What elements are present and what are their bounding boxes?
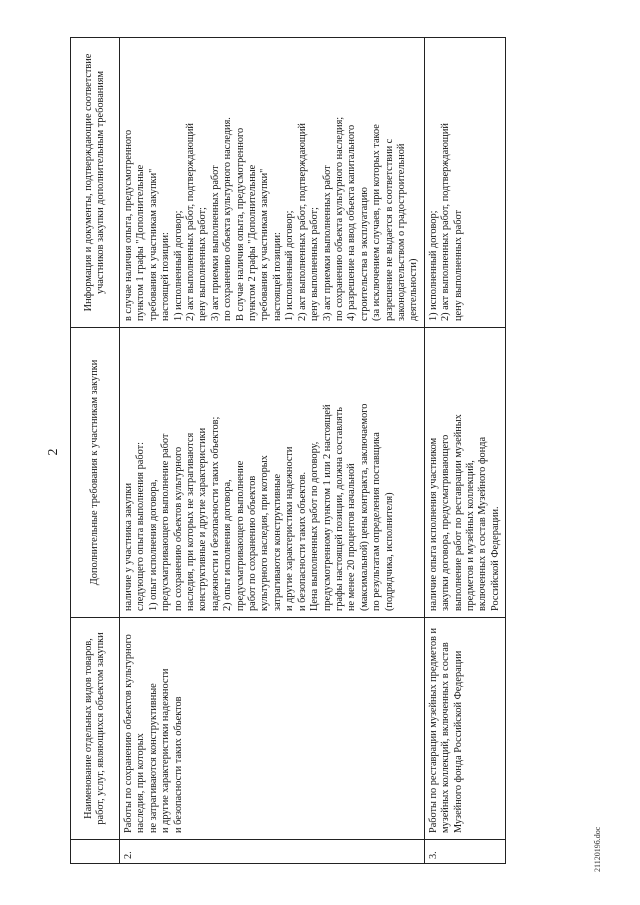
requirements-line: наличие опыта исполнения участником	[427, 437, 439, 611]
requirements-line: графы настоящей позиции, должна составлять	[333, 406, 345, 611]
header-num	[71, 840, 120, 864]
documents-line: законодательством о градостроительной	[395, 143, 407, 321]
table-row	[120, 38, 425, 864]
requirements-line: предусматривающего выполнение	[234, 460, 246, 611]
requirements-line: (подрядчика, исполнителя)	[383, 492, 395, 611]
row-number: 2.	[120, 840, 425, 864]
documents-line: требования к участникам закупки"	[259, 168, 271, 321]
row-number: 3.	[424, 840, 505, 864]
header-documents: Информация и документы, подтверждающие соответствие участников закупки дополнительным требованиям	[71, 38, 120, 328]
documents-line: деятельности)	[408, 258, 420, 321]
header-item-name: Наименование отдельных видов товаров, работ, услуг, являющихся объектом закупки	[71, 618, 120, 840]
requirements-line: наличие у участника закупки	[123, 482, 134, 611]
cell-name	[424, 618, 505, 840]
requirements-line: работ по сохранению объектов	[247, 475, 259, 611]
documents-line: по сохранению объекта культурного наследия.	[222, 117, 234, 321]
name-line: наследия, при которых	[135, 733, 147, 833]
table-header-row	[71, 38, 120, 864]
header-requirements: Дополнительные требования к участникам закупки	[71, 328, 120, 618]
documents-line: цену выполненных работ;	[197, 207, 209, 321]
documents-line: разрешение не выдается в соответствии с	[383, 138, 395, 321]
requirements-line: 2) опыт исполнения договора,	[222, 479, 234, 611]
requirements-line: конструктивные и другие характеристики	[197, 427, 209, 611]
requirements-line: выполнение работ по реставрации музейных	[452, 414, 464, 611]
requirements-line: по сохранению объектов культурного	[172, 446, 184, 611]
name-line: музейных коллекций, включенных в состав	[440, 642, 452, 833]
documents-line: 4) разрешение на ввод объекта капитального	[346, 124, 358, 321]
requirements-line: затрагиваются конструктивные	[271, 473, 283, 611]
name-line: Работы по сохранению объектов культурного	[123, 634, 134, 833]
documents-line: требования к участникам закупки"	[147, 168, 159, 321]
requirements-line: предусматривающего выполнение работ	[160, 433, 172, 611]
rotated-sheet	[40, 32, 600, 872]
requirements-line: 1) опыт исполнения договора,	[147, 479, 159, 611]
documents-line: настоящей позиции:	[271, 232, 283, 321]
requirements-line: надежности и безопасности таких объектов;	[209, 416, 221, 611]
requirements-line: включенных в состав Музейного фонда	[477, 436, 489, 611]
requirements-line: Цена выполненных работ по договору,	[309, 441, 321, 611]
name-line: Работы по реставрации музейных предметов и	[427, 627, 439, 833]
requirements-line: культурного наследия, при которых	[259, 455, 271, 611]
documents-line: цену выполненных работ	[452, 210, 464, 321]
requirements-line: (максимальной) цены контракта, заключаемого	[358, 403, 370, 611]
documents-line: (за исключением случаев, при которых такое	[371, 124, 383, 321]
requirements-line: предметов и музейных коллекций,	[464, 460, 476, 611]
documents-line: 1) исполненный договор;	[284, 210, 296, 321]
documents-line: 1) исполненный договор;	[427, 210, 439, 321]
name-line: не затрагиваются конструктивные	[147, 683, 159, 833]
requirements-line: наследия, при которых не затрагиваются	[185, 432, 197, 611]
requirements-line: не менее 20 процентов начальной	[346, 463, 358, 611]
name-line: и другие характеристики надежности	[160, 668, 172, 833]
requirements-line: закупки договора, предусматривающего	[440, 434, 452, 611]
requirements-line: предусмотренному пунктом 1 или 2 настоящей	[321, 404, 333, 611]
cell-requirements	[424, 328, 505, 618]
requirements-line: Российской Федерации.	[489, 506, 501, 611]
requirements-line: и другие характеристики надежности	[284, 446, 296, 611]
table-row	[424, 38, 505, 864]
cell-documents	[120, 38, 425, 328]
cell-name	[120, 618, 425, 840]
document-id: 2112019б.doc	[593, 826, 602, 872]
documents-line: по сохранению объекта культурного наследия;	[333, 116, 345, 321]
documents-line: пунктом 1 графы "Дополнительные	[135, 164, 147, 321]
documents-line: пунктом 2 графы "Дополнительные	[247, 164, 259, 321]
documents-line: 1) исполненный договор;	[172, 210, 184, 321]
requirements-line: следующего опыта выполнения работ:	[135, 442, 147, 611]
cell-requirements	[120, 328, 425, 618]
requirements-line: и безопасности таких объектов.	[296, 471, 308, 611]
documents-line: 2) акт выполненных работ, подтверждающий	[296, 123, 308, 321]
documents-line: цену выполненных работ;	[309, 207, 321, 321]
documents-line: строительства в эксплуатацию	[358, 187, 370, 321]
page-number: 2	[46, 448, 61, 456]
documents-line: настоящей позиции:	[160, 232, 172, 321]
documents-line: 3) акт приемки выполненных работ	[321, 165, 333, 321]
documents-line: в случае наличия опыта, предусмотренного	[123, 129, 134, 321]
documents-line: 2) акт выполненных работ, подтверждающий	[440, 123, 452, 321]
documents-line: 3) акт приемки выполненных работ	[209, 165, 221, 321]
documents-line: В случае наличия опыта, предусмотренного	[234, 127, 246, 321]
requirements-table	[70, 37, 506, 864]
cell-documents	[424, 38, 505, 328]
requirements-line: по результатам определения поставщика	[371, 432, 383, 611]
name-line: и безопасности таких объектов	[172, 696, 184, 833]
name-line: Музейного фонда Российской Федерации	[452, 650, 464, 833]
documents-line: 2) акт выполненных работ, подтверждающий	[185, 123, 197, 321]
